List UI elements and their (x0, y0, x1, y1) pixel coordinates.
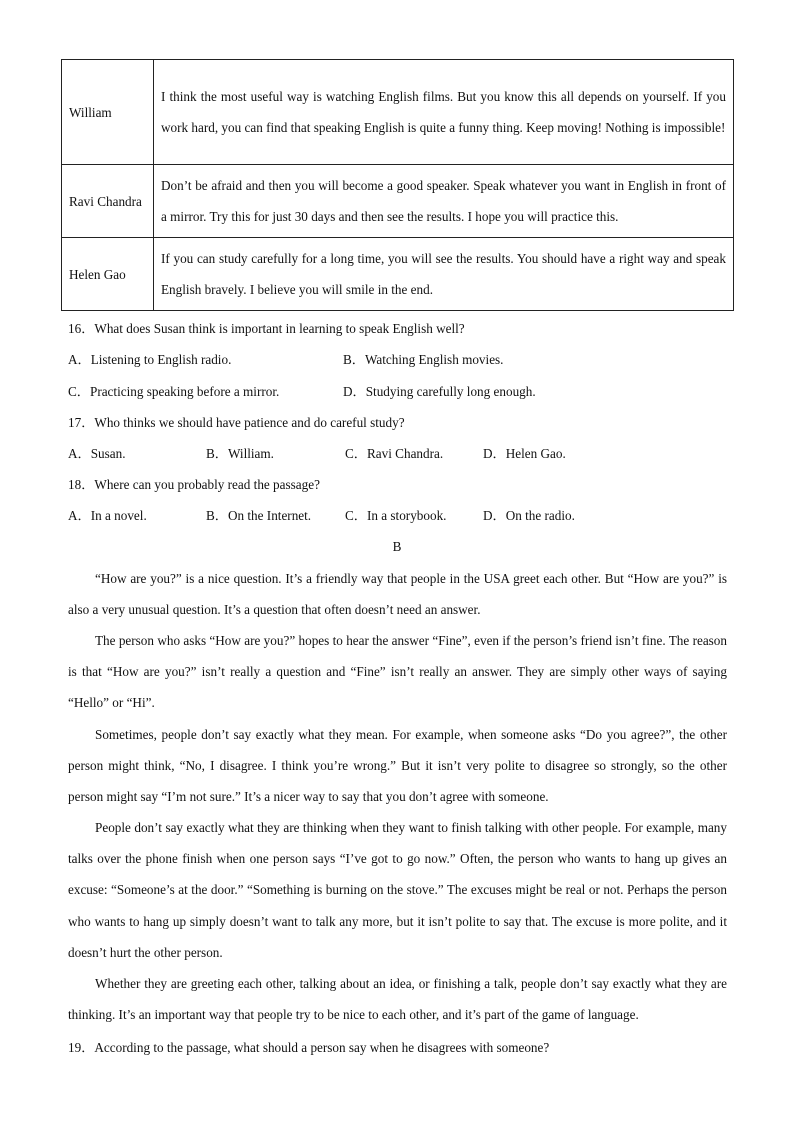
speaker-opinion: Don’t be afraid and then you will become a good speaker. Speak whatever you want in English in front of a mirror. Try this for just 30 days and then see the results. I hope you will practice this. (154, 165, 734, 238)
question-16-option-b: B．Watching English movies. (343, 352, 504, 367)
question-19-stem: 19．According to the passage, what should a person say when he disagrees with someone? (68, 1040, 550, 1055)
question-16-option-c: C．Practicing speaking before a mirror. (68, 384, 280, 399)
opinions-table (61, 59, 734, 311)
question-18-option-d: D．On the radio. (483, 508, 575, 523)
question-17-option-a: A．Susan. (68, 446, 126, 461)
table-row (62, 238, 734, 311)
speaker-opinion: If you can study carefully for a long time, you will see the results. You should have a right way and speak English bravely. I believe you will smile in the end. (154, 238, 734, 311)
passage-paragraph: Sometimes, people don’t say exactly what they mean. For example, when someone asks “Do you agree?”, the other person might think, “No, I disagree. I think you’re wrong.” But it isn’t very polite to disagree so strongly, so the other person might say “I’m not sure.” It’s a nicer way to say that you don’t agree with someone. (68, 727, 727, 805)
question-17-option-b: B．William. (206, 446, 274, 461)
passage-paragraph: People don’t say exactly what they are thinking when they want to finish talking with other people. For example, many talks over the phone finish when one person says “I’ve got to go now.” Often, the person who wants to hang up gives an excuse: “Someone’s at the door.” “Something is burning on the stove.” The excuses might be real or not. Perhaps the person who wants to hang up simply doesn’t want to talk any more, but it isn’t polite to say that. The excuse is more polite, and it doesn’t hurt the other person. (68, 820, 727, 960)
table-row (62, 165, 734, 238)
question-18-option-b: B．On the Internet. (206, 508, 312, 523)
speaker-name: William (62, 60, 154, 165)
question-17-option-c: C．Ravi Chandra. (345, 446, 444, 461)
question-16-option-a: A．Listening to English radio. (68, 352, 232, 367)
passage-paragraph: Whether they are greeting each other, talking about an idea, or finishing a talk, people don’t say exactly what they are thinking. It’s an important way that people try to be nice to each other, and it’s part of the game of language. (68, 976, 727, 1023)
question-17-stem: 17．Who thinks we should have patience and do careful study? (68, 415, 405, 430)
speaker-name: Helen Gao (62, 238, 154, 311)
section-heading: B (392, 539, 402, 554)
question-16-stem: 16．What does Susan think is important in learning to speak English well? (68, 321, 465, 336)
speaker-name: Ravi Chandra (62, 165, 154, 238)
question-17-option-d: D．Helen Gao. (483, 446, 566, 461)
question-18-stem: 18．Where can you probably read the passage? (68, 477, 320, 492)
passage-paragraph: “How are you?” is a nice question. It’s a friendly way that people in the USA greet each other. But “How are you?” is also a very unusual question. It’s a question that often doesn’t need an answer. (68, 571, 727, 618)
question-18-option-a: A．In a novel. (68, 508, 147, 523)
table-row (62, 60, 734, 165)
speaker-opinion: I think the most useful way is watching English films. But you know this all depends on yourself. If you work hard, you can find that speaking English is quite a funny thing. Keep moving! Nothing is impossible! (154, 60, 734, 165)
question-18-option-c: C．In a storybook. (345, 508, 447, 523)
question-16-option-d: D．Studying carefully long enough. (343, 384, 536, 399)
passage-paragraph: The person who asks “How are you?” hopes to hear the answer “Fine”, even if the person’s friend isn’t fine. The reason is that “How are you?” isn’t really a question and “Fine” isn’t really an answer. They are simply other ways of saying “Hello” or “Hi”. (68, 633, 727, 711)
